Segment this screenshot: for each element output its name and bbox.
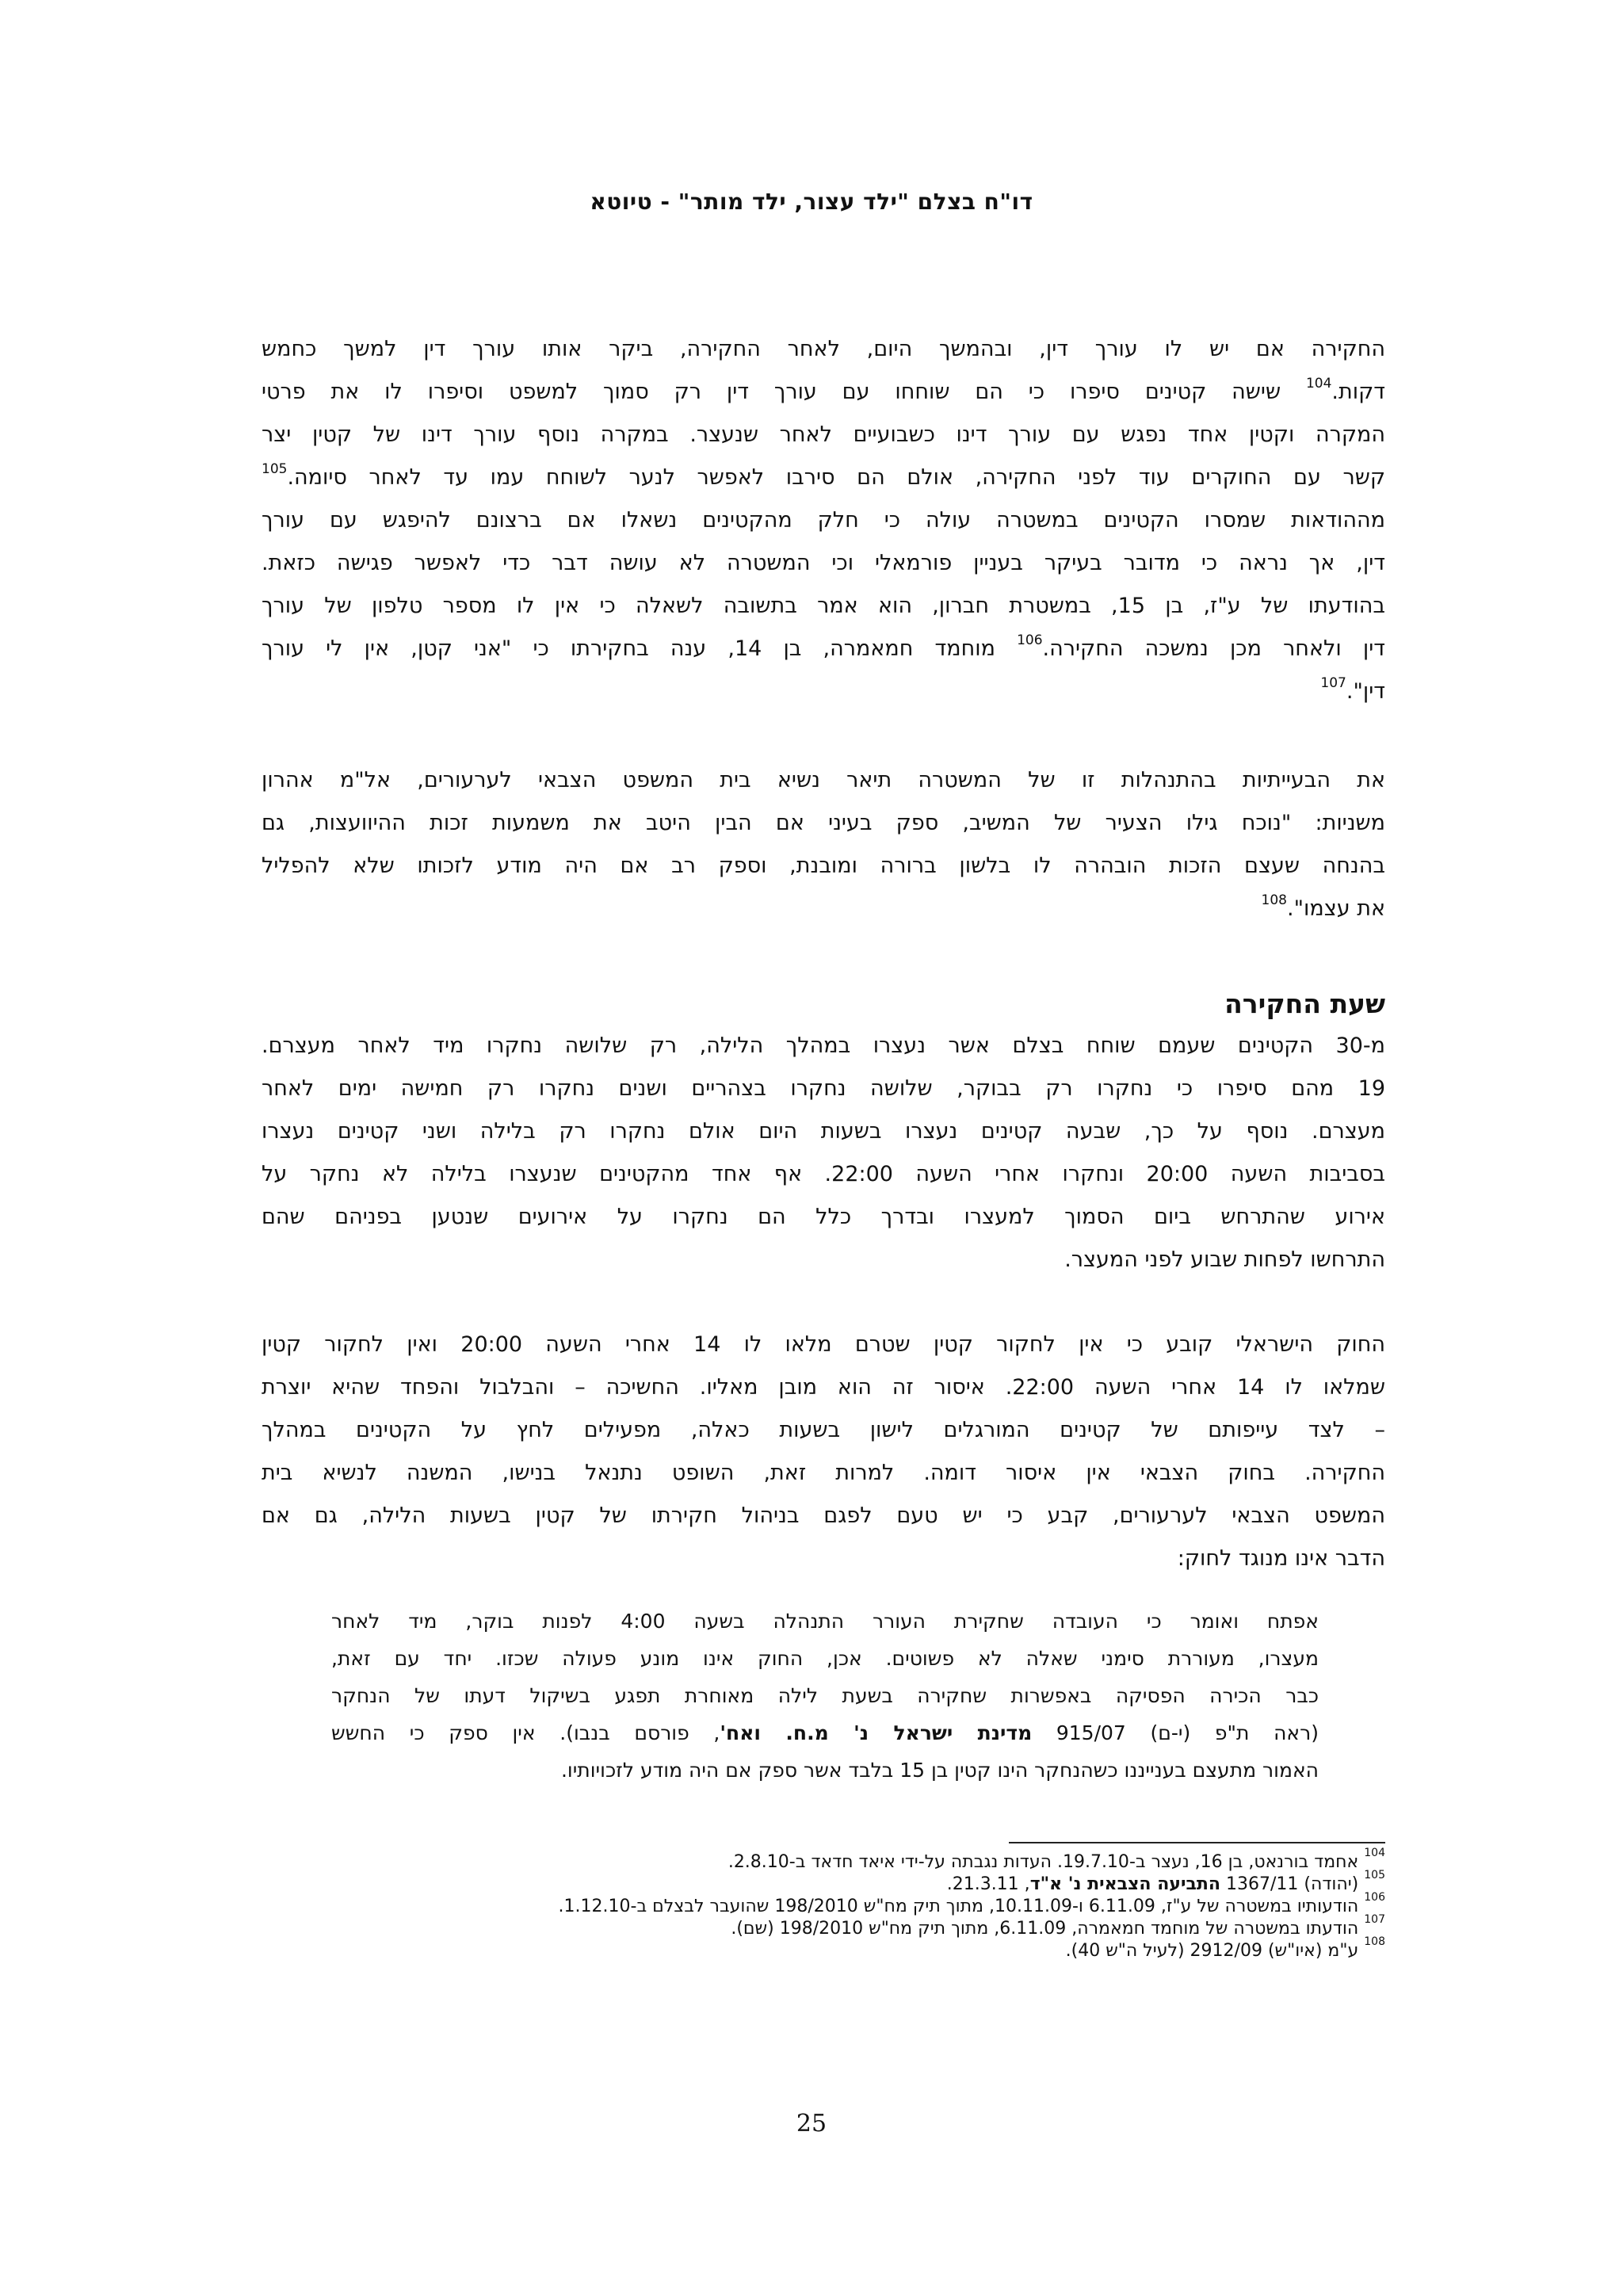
footnote-ref[interactable]: 105 xyxy=(262,461,288,477)
quote-line: מעצרו, מעוררת סימני שאלה לא פשוטים. אכן, החוק אינו מונע פעולה שכזו. יחד עם זאת, xyxy=(331,1647,1319,1670)
text-line: התרחשו לפחות שבוע לפני המעצר. xyxy=(1064,1247,1385,1272)
quote-line: כבר הכירה הפסיקה באפשרות שחקירה בשעת לילה מאוחרת תפגע בשיקול דעתו של הנחקר xyxy=(331,1684,1319,1707)
quote-line: האמור מתעצם בענייננו כשהנחקר הינו קטין בן 15 בלבד אשר ספק אם היה מודע לזכויותיו. xyxy=(560,1759,1319,1782)
text-line: דין".$^{107}$ xyxy=(1320,675,1385,704)
footnote-separator xyxy=(1009,1842,1385,1843)
footnote-ref[interactable]: 108 xyxy=(1261,892,1287,908)
paragraph-3 xyxy=(262,1025,1385,1282)
text-line: משניות: "נוכח גילו הצעיר של המשיב, ספק בעיני אם הבין היטב את משמעות זכות ההיוועצות, גם xyxy=(262,811,1385,835)
footnote: $^{104}$ אחמד בורנאט, בן 16, נעצר ב-19.7.10. העדות נגבתה על-ידי איאד חדאד ב-2.8.10. xyxy=(727,1846,1385,1872)
text-line: המשפט הצבאי לערעורים, קבע כי יש טעם לפגם בניהול חקירתו של קטין בשעות הלילה, גם אם xyxy=(262,1503,1385,1528)
text-line: החוק הישראלי קובע כי אין לחקור קטין שטרם מלאו לו 14 אחרי השעה 20:00 ואין לחקור קטין xyxy=(262,1332,1386,1357)
quote-line: (ראה ת"פ (י-ם) 915/07 מדינת ישראל נ' מ.ח. ואח', פורסם בנבו). אין ספק כי החשש xyxy=(331,1721,1319,1744)
quote-line: אפתח ואומר כי העובדה שחקירת העורר התנהלה בשעה 4:00 לפנות בוקר, מיד לאחר xyxy=(331,1610,1319,1633)
text-line: החקירה אם יש לו עורך דין, ובהמשך היום, לאחר החקירה, ביקר אותו עורך דין למשך כחמש xyxy=(262,337,1385,361)
case-name: מדינת ישראל נ' מ.ח. ואח' xyxy=(720,1721,1033,1744)
footnote-number: 104 xyxy=(1364,1846,1385,1859)
page-number: 25 xyxy=(796,2110,827,2137)
footnote: $^{106}$ הודעותיו במשטרה של ע"ז, 6.11.09 ו-10.11.09, מתוך תיק מח"ש 198/2010 שהועבר לבצלם ב-1.12.10. xyxy=(558,1890,1385,1916)
text-line: הדבר אינו מנוגד לחוק: xyxy=(1177,1546,1385,1571)
text-line: החקירה. בחוק הצבאי אין איסור דומה. למרות זאת, השופט נתנאל בנישו, המשנה לנשיא בית xyxy=(262,1461,1385,1485)
text-line: – לצד עייפותם של קטינים המורגלים לישון בשעות כאלה, מפעילים לחץ על הקטינים במהלך xyxy=(262,1418,1385,1442)
footnote: $^{107}$ הודעתו במשטרה של מוחמד חמאמרה, 6.11.09, מתוך תיק מח"ש 198/2010 (שם). xyxy=(731,1912,1385,1939)
text-line: דקות.$^{104}$ שישה קטינים סיפרו כי הם שוחחו עם עורך דין רק סמוך למשפט וסיפרו לו את פרטי xyxy=(262,376,1385,404)
running-header: דו"ח בצלם "ילד עצור, ילד מותר" - טיוטא xyxy=(590,189,1033,215)
text-line: מעצרם. נוסף על כך, שבעה קטינים נעצרו בשעות היום אולם נחקרו רק בלילה ושני קטינים נעצרו xyxy=(262,1119,1385,1144)
paragraph-1 xyxy=(262,328,1385,713)
text-line: בהנחה שעצם הזכות הובהרה לו בלשון ברורה ומובנת, וספק רב אם היה מודע לזכותו שלא להפליל xyxy=(262,854,1385,878)
text-line: בהודעתו של ע"ז, בן 15, במשטרת חברון, הוא אמר בתשובה לשאלה כי אין לו מספר טלפון של עורך xyxy=(262,594,1385,618)
text-line: דין ולאחר מכן נמשכה החקירה.$^{106}$ מוחמד חמאמרה, בן 14, ענה בחקירתו כי "אני קטן, אין לי עורך xyxy=(262,632,1385,661)
text-line: שמלאו לו 14 אחרי השעה 22:00. איסור זה הוא מובן מאליו. החשיכה – והבלבול והפחד שהיא יוצרת xyxy=(262,1375,1385,1400)
text-line: 19 מהם סיפרו כי נחקרו רק בבוקר, שלושה נחקרו בצהריים ושנים נחקרו רק חמישה ימים לאחר xyxy=(262,1076,1385,1101)
text-line: המקרה וקטין אחד נפגש עם עורך דינו כשבועיים לאחר שנעצר. במקרה נוסף עורך דינו של קטין יצר xyxy=(262,422,1385,447)
text-line: בסביבות השעה 20:00 ונחקרו אחרי השעה 22:00. אף אחד מהקטינים שנעצרו בלילה לא נחקר על xyxy=(262,1162,1386,1186)
paragraph-4 xyxy=(262,1324,1385,1580)
footnote-number: 107 xyxy=(1364,1912,1385,1926)
footnotes xyxy=(262,1846,1385,1962)
block-quote xyxy=(331,1603,1319,1789)
footnote-ref[interactable]: 106 xyxy=(1017,632,1043,648)
text-line: דין, אך נראה כי מדובר בעיקר בעניין פורמאלי וכי המשטרה לא עושה דבר כדי לאפשר פגישה כזאת. xyxy=(262,551,1385,575)
text-line: מ-30 הקטינים שעמם שוחח בצלם אשר נעצרו במהלך הלילה, רק שלושה נחקרו מיד לאחר מעצרם. xyxy=(262,1033,1385,1058)
text-line: קשר עם החוקרים עוד לפני החקירה, אולם הם סירבו לאפשר לנער לשוחח עמו עד לאחר סיומה.$^{105}$ xyxy=(262,461,1385,490)
section-heading: שעת החקירה xyxy=(1224,988,1385,1019)
footnote-ref[interactable]: 104 xyxy=(1305,376,1332,392)
footnote-number: 106 xyxy=(1364,1890,1385,1904)
text-line: את הבעייתיות בהתנהלות זו של המשטרה תיאר נשיא בית המשפט הצבאי לערעורים, אל"מ אהרון xyxy=(262,768,1385,793)
paragraph-2 xyxy=(262,759,1385,930)
footnote: $^{108}$ ע"מ (איו"ש) 2912/09 (לעיל ה"ש 40). xyxy=(1065,1935,1385,1961)
footnote-ref[interactable]: 107 xyxy=(1320,675,1346,691)
text-line: מההודאות שמסרו הקטינים במשטרה עולה כי חלק מהקטינים נשאלו אם ברצונם להיפגש עם עורך xyxy=(262,508,1385,533)
footnote-number: 105 xyxy=(1364,1868,1385,1881)
footnote: $^{105}$ (יהודה) 1367/11 התביעה הצבאית נ' א"ד, 21.3.11. xyxy=(946,1868,1385,1894)
text-line: אירוע שהתרחש ביום הסמוך למעצרו ובדרך כלל הם נחקרו על אירועים שנטען בפניהם שהם xyxy=(262,1205,1385,1229)
text-line: את עצמו".$^{108}$ xyxy=(1261,892,1385,921)
footnote-number: 108 xyxy=(1364,1935,1385,1948)
